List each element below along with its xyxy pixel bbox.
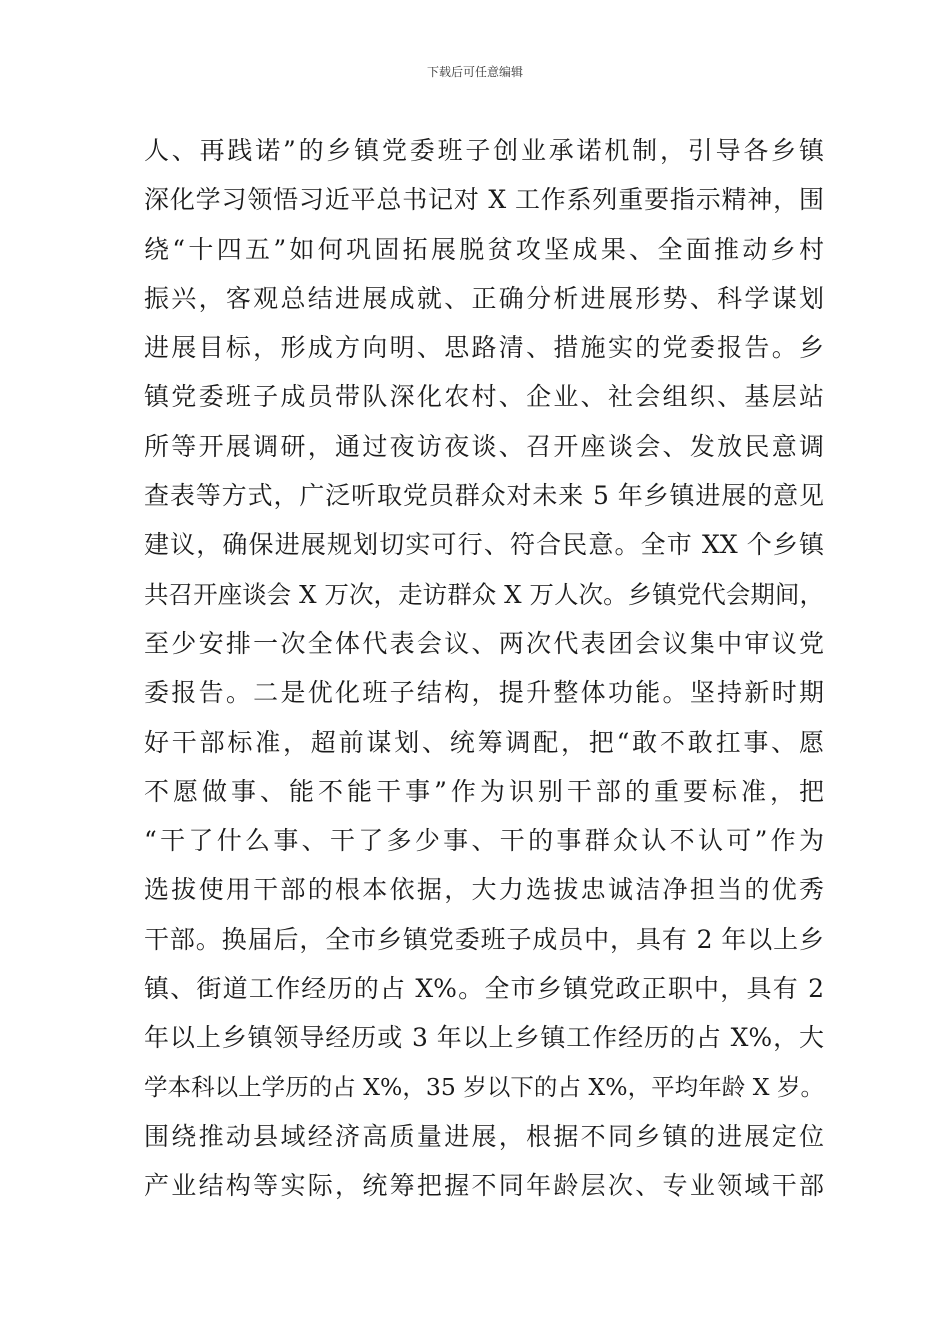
text-line: 产业结构等实际，统筹把握不同年龄层次、专业领域干部 <box>144 1171 824 1201</box>
document-body <box>144 126 824 1211</box>
text-line: 围绕推动县域经济高质量进展，根据不同乡镇的进展定位 <box>144 1121 824 1151</box>
text-line: 振兴，客观总结进展成就、正确分析进展形势、科学谋划 <box>144 283 824 313</box>
text-line: 好干部标准，超前谋划、统筹调配，把“敢不敢扛事、愿 <box>144 727 824 757</box>
text-line: 建议，确保进展规划切实可行、符合民意。全市 XX 个乡镇 <box>144 530 824 560</box>
text-line: 深化学习领悟习近平总书记对 X 工作系列重要指示精神，围 <box>144 185 824 215</box>
text-line: 镇、街道工作经历的占 X%。全市乡镇党政正职中，具有 2 <box>144 974 824 1004</box>
text-line: 绕“十四五”如何巩固拓展脱贫攻坚成果、全面推动乡村 <box>144 234 824 264</box>
text-line: 选拔使用干部的根本依据，大力选拔忠诚洁净担当的优秀 <box>144 875 824 905</box>
text-line: 学本科以上学历的占 X%，35 岁以下的占 X%，平均年龄 X 岁。 <box>144 1072 824 1101</box>
text-line: 人、再践诺”的乡镇党委班子创业承诺机制，引导各乡镇 <box>144 136 824 165</box>
text-line: 干部。换届后，全市乡镇党委班子成员中，具有 2 年以上乡 <box>144 924 824 954</box>
text-line: “干了什么事、干了多少事、干的事群众认不认可”作为 <box>144 826 824 856</box>
text-line: 委报告。二是优化班子结构，提升整体功能。坚持新时期 <box>144 678 824 708</box>
text-line: 不愿做事、能不能干事”作为识别干部的重要标准，把 <box>144 776 824 806</box>
text-line: 查表等方式，广泛听取党员群众对未来 5 年乡镇进展的意见 <box>144 481 824 511</box>
text-line: 进展目标，形成方向明、思路清、措施实的党委报告。乡 <box>144 333 824 363</box>
page-header: 下载后可任意编辑 <box>426 65 523 79</box>
text-line: 至少安排一次全体代表会议、两次代表团会议集中审议党 <box>144 628 824 658</box>
text-line: 年以上乡镇领导经历或 3 年以上乡镇工作经历的占 X%，大 <box>144 1023 824 1053</box>
text-line: 镇党委班子成员带队深化农村、企业、社会组织、基层站 <box>144 382 824 412</box>
text-line: 共召开座谈会 X 万次，走访群众 X 万人次。乡镇党代会期间， <box>144 579 824 609</box>
text-line: 所等开展调研，通过夜访夜谈、召开座谈会、发放民意调 <box>144 431 824 461</box>
